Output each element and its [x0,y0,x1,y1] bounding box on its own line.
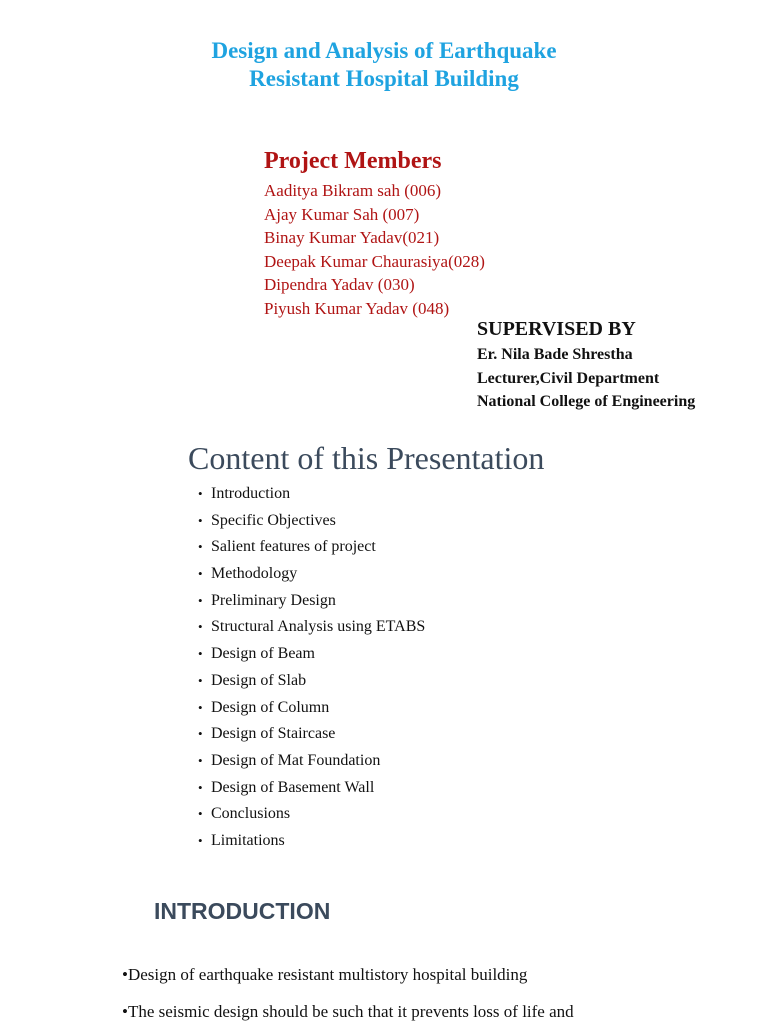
supervisor-name: Er. Nila Bade Shrestha [477,346,633,363]
contents-item [198,588,425,615]
bullet-icon: • [198,672,203,688]
contents-item-label: Design of Mat Foundation [211,751,381,769]
introduction-point: •The seismic design should be such that it prevents loss of life and [122,1002,574,1021]
contents-item-label: Limitations [211,831,285,849]
contents-item [198,695,425,722]
bullet-icon: • [198,539,203,555]
contents-item-label: Design of Column [211,698,330,716]
bullet-icon: • [198,726,203,742]
bullet-icon: • [198,779,203,795]
bullet-icon: • [198,806,203,822]
supervisor-role: Lecturer,Civil Department [477,369,660,387]
contents-item-label: Methodology [211,565,298,583]
contents-item-label: Design of Slab [211,671,307,689]
contents-item-label: Specific Objectives [211,511,336,529]
bullet-icon: • [198,619,203,635]
document-title-line-1: Design and Analysis of Earthquake [211,38,557,63]
supervised-by-heading: SUPERVISED BY [477,318,636,340]
bullet-icon: • [198,646,203,662]
project-members-heading: Project Members [264,148,442,174]
contents-item-label: Introduction [211,485,291,502]
introduction-points [122,962,574,1036]
bullet-icon: • [198,752,203,768]
contents-item [198,748,425,775]
bullet-icon: • [198,512,203,528]
contents-item-label: Conclusions [211,805,291,823]
bullet-icon: • [198,486,203,501]
contents-list [198,481,425,855]
supervisor-institution: National College of Engineering [477,393,696,410]
contents-item-label: Design of Beam [211,645,315,663]
contents-item-label: Structural Analysis using ETABS [211,618,426,636]
supervisor-details [477,343,695,414]
contents-item [198,828,425,855]
contents-item [198,614,425,641]
contents-item [198,641,425,668]
contents-item-label: Design of Basement Wall [211,778,375,796]
member-item: Ajay Kumar Sah (007) [264,204,420,224]
contents-item [198,775,425,802]
contents-item [198,534,425,561]
contents-item-label: Preliminary Design [211,591,336,609]
document-title-line-2: Resistant Hospital Building [249,66,519,91]
introduction-heading: INTRODUCTION [154,898,331,924]
contents-item [198,721,425,748]
contents-item [198,481,425,508]
introduction-point: •Design of earthquake resistant multistory hospital building [122,965,528,984]
contents-heading: Content of this Presentation [188,440,545,476]
bullet-icon: • [198,832,203,848]
contents-item [198,508,425,535]
contents-item [198,668,425,695]
member-item: Binay Kumar Yadav(021) [264,228,440,248]
project-members-list [264,179,485,321]
bullet-icon: • [198,699,203,715]
bullet-icon: • [198,592,203,608]
contents-item-label: Salient features of project [211,538,376,556]
member-item: Piyush Kumar Yadav (048) [264,298,450,318]
contents-item [198,801,425,828]
member-item: Aaditya Bikram sah (006) [264,181,442,200]
contents-item-label: Design of Staircase [211,725,336,743]
contents-item [198,561,425,588]
member-item: Dipendra Yadav (030) [264,275,415,295]
bullet-icon: • [198,566,203,582]
member-item: Deepak Kumar Chaurasiya(028) [264,251,485,271]
